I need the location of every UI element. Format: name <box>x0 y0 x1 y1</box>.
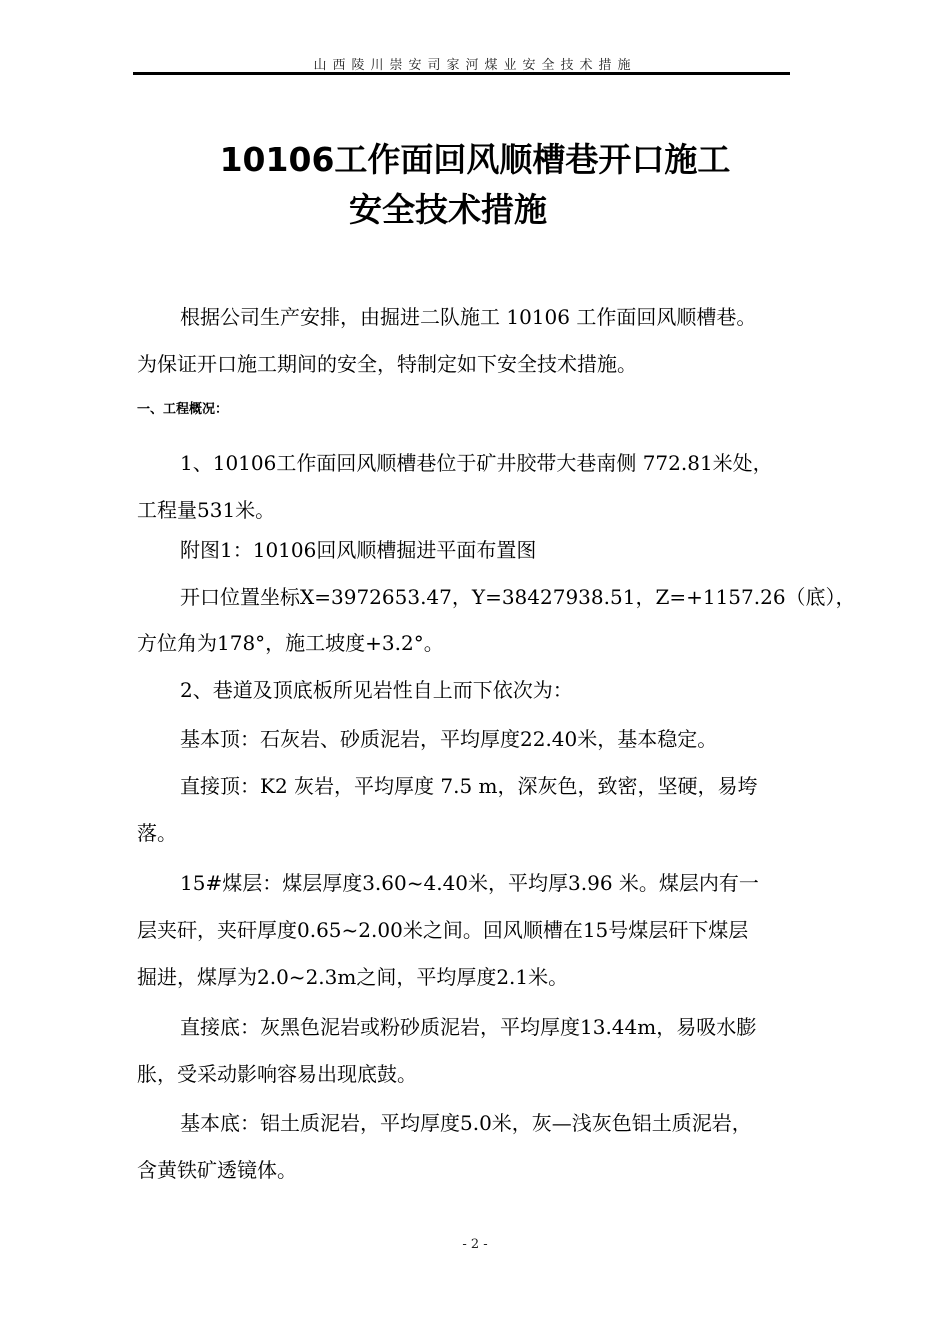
item2-heading: 2、巷道及顶底板所见岩性自上而下依次为： <box>180 678 573 702</box>
direct-roof-line-1: 直接顶：K2 灰岩，平均厚度 7.5 m，深灰色，致密，坚硬，易垮 <box>180 774 758 798</box>
intro-line-2: 为保证开口施工期间的安全，特制定如下安全技术措施。 <box>137 352 637 376</box>
header-company-name: 山西陵川崇安司家河煤业安全技术措施 <box>313 58 637 73</box>
coordinates-line-1: 开口位置坐标X=3972653.47，Y=38427938.51，Z=+1157.26（底）， <box>180 585 856 609</box>
item1-line-1: 1、10106工作面回风顺槽巷位于矿井胶带大巷南侧 772.81米处， <box>180 451 773 475</box>
section-heading: 一、工程概况： <box>137 402 229 417</box>
basic-floor-line-1: 基本底：铝土质泥岩，平均厚度5.0米，灰—浅灰色铝土质泥岩， <box>180 1111 752 1135</box>
direct-roof-line-2: 落。 <box>137 821 177 845</box>
document-title-line2: 安全技术措施 <box>349 190 547 229</box>
item1-line-2: 工程量531米。 <box>137 498 276 522</box>
basic-floor-line-2: 含黄铁矿透镜体。 <box>137 1158 297 1182</box>
coal-seam-line-2: 层夹矸，夹矸厚度0.65~2.00米之间。回风顺槽在15号煤层矸下煤层 <box>137 918 749 942</box>
coordinates-line-2: 方位角为178°，施工坡度+3.2°。 <box>137 631 444 655</box>
header-divider <box>133 72 790 75</box>
coal-seam-line-3: 掘进，煤厚为2.0~2.3m之间，平均厚度2.1米。 <box>137 965 569 989</box>
coal-seam-line-1: 15#煤层：煤层厚度3.60~4.40米，平均厚3.96 米。煤层内有一 <box>180 871 759 895</box>
direct-floor-line-2: 胀，受采动影响容易出现底鼓。 <box>137 1062 417 1086</box>
intro-line-1: 根据公司生产安排，由掘进二队施工 10106 工作面回风顺槽巷。 <box>180 305 757 329</box>
basic-roof: 基本顶：石灰岩、砂质泥岩，平均厚度22.40米，基本稳定。 <box>180 727 718 751</box>
direct-floor-line-1: 直接底：灰黑色泥岩或粉砂质泥岩，平均厚度13.44m，易吸水膨 <box>180 1015 757 1039</box>
page-number: - 2 - <box>462 1237 488 1252</box>
document-title-line1: 10106工作面回风顺槽巷开口施工 <box>219 140 731 179</box>
figure-reference: 附图1：10106回风顺槽掘进平面布置图 <box>180 538 537 562</box>
